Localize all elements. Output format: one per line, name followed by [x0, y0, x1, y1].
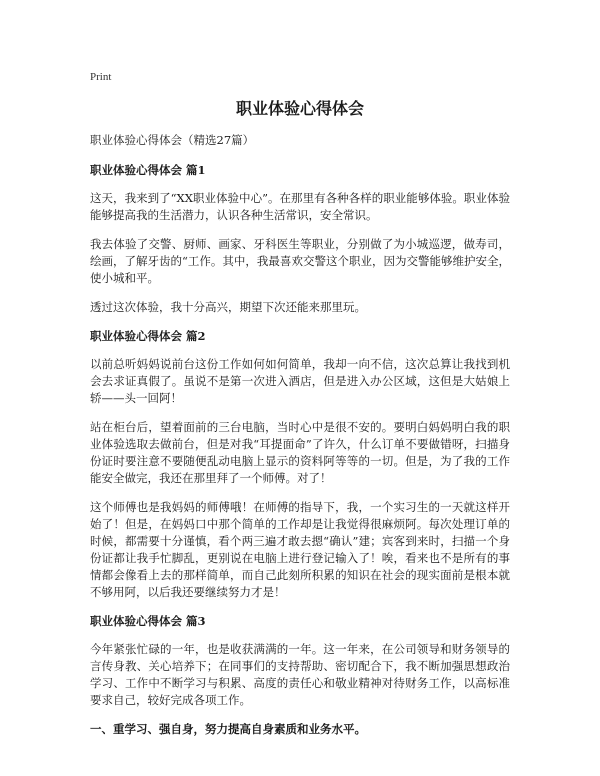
- section-3: [90, 613, 510, 737]
- paragraph: 站在柜台后，望着面前的三台电脑，当时心中是很不安的。要明白妈妈明白我的职业体验选取去做前台，但是对我“耳提面命”了许久，什么订单不要做错呀，扫描身份证时要注意不要随便乱动电脑上显示的资料阿等等的一切。但是，为了我的工作能安全做完，我还在那里拜了一个师傅。对了！: [90, 420, 510, 485]
- paragraph: 以前总听妈妈说前台这份工作如何如何简单，我却一向不信，这次总算让我找到机会去求证真假了。虽说不是第一次进入酒店，但是进入办公区域，这但是大姑娘上轿——头一回阿！: [90, 357, 510, 405]
- document-subtitle: 职业体验心得体会（精选27篇）: [90, 133, 255, 147]
- paragraph: 今年紧张忙碌的一年，也是收获满满的一年。这一年来，在公司领导和财务领导的言传身教、关心培养下；在同事们的支持帮助、密切配合下，我不断加强思想政治学习、工作中不断学习与积累、高度的责任心和敬业精神对待财务工作，以高标准要求自己，较好完成各项工作。: [90, 642, 510, 707]
- section-heading: 职业体验心得体会 篇1: [90, 163, 206, 177]
- bold-subheading: 一、重学习、强自身，努力提高自身素质和业务水平。: [90, 722, 366, 736]
- paragraph: 这个师傅也是我妈妈的师傅哦！在师傅的指导下，我，一个实习生的一天就这样开始了！但是，在妈妈口中那个简单的工作却是让我觉得很麻烦阿。每次处理订单的时候，都需要十分谨慎，看个两三遍才敢去摁“确认”建；宾客到来时，扫描一个身份证都让我手忙脚乱，更别说在电脑上进行登记输入了！唉，看来也不是所有的事情都会像看上去的那样简单，而自己此刻所积累的知识在社会的现实面前是根本就不够用阿，以后我还要继续努力才是！: [90, 500, 510, 599]
- section-1: [90, 162, 510, 316]
- section-2: [90, 328, 510, 601]
- document-title: 职业体验心得体会: [235, 99, 364, 118]
- paragraph: 这天，我来到了“XX职业体验中心”。在那里有各种各样的职业能够体验。职业体验能够提高我的生活潜力，认识各种生活常识，安全常识。: [90, 191, 510, 222]
- section-heading: 职业体验心得体会 篇2: [90, 329, 206, 343]
- paragraph: 透过这次体验，我十分高兴，期望下次还能来那里玩。: [90, 300, 366, 314]
- section-heading: 职业体验心得体会 篇3: [90, 614, 206, 628]
- paragraph: 我去体验了交警、厨师、画家、牙科医生等职业，分别做了为小城巡逻，做寿司，绘画，了解牙齿的“工作。其中，我最喜欢交警这个职业，因为交警能够维护安全，使小城和平。: [90, 237, 510, 285]
- print-label[interactable]: Print: [90, 71, 112, 83]
